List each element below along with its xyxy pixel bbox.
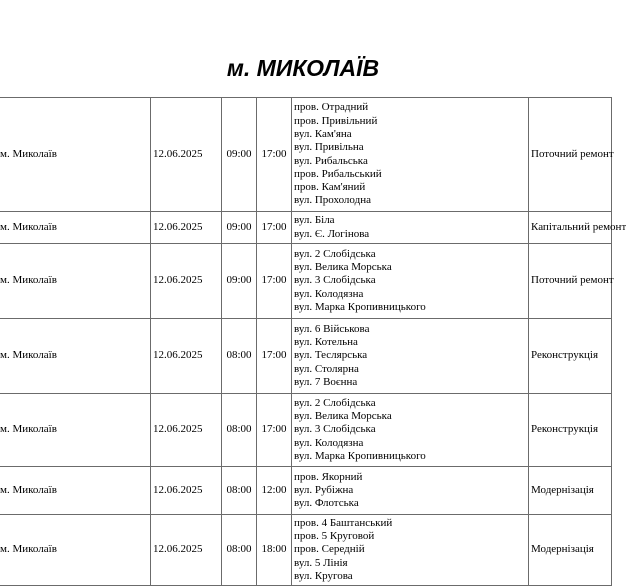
street-name: пров. Середній — [294, 543, 365, 556]
end-time-cell: 17:00 — [257, 212, 292, 244]
street-name: вул. Теслярська — [294, 349, 368, 362]
work-type-cell: Модернізація — [529, 515, 612, 586]
street-name: пров. Якорний — [294, 470, 363, 483]
date-cell: 12.06.2025 — [151, 319, 222, 394]
street-name: вул. 2 Слобідська — [294, 396, 376, 409]
table-row — [0, 98, 612, 212]
street-name: вул. 3 Слобідська — [294, 423, 376, 436]
date-cell: 12.06.2025 — [151, 98, 222, 212]
streets-cell — [292, 467, 529, 515]
start-time-cell: 08:00 — [222, 394, 257, 467]
street-name: вул. Біла — [294, 214, 335, 227]
street-name: вул. 5 Лінія — [294, 556, 348, 569]
street-name: вул. Прохолодна — [294, 194, 371, 207]
street-name: вул. 7 Воєнна — [294, 375, 358, 388]
schedule-body — [0, 98, 626, 586]
end-time-cell: 12:00 — [257, 467, 292, 515]
street-name: пров. 5 Круговой — [294, 530, 375, 543]
street-name: пров. 4 Баштанський — [294, 516, 393, 529]
work-type-cell: Реконструкція — [529, 319, 612, 394]
table-row — [0, 319, 612, 394]
streets-cell — [292, 515, 529, 586]
street-name: вул. 2 Слобідська — [294, 247, 376, 260]
start-time-cell: 09:00 — [222, 244, 257, 319]
streets-cell — [292, 98, 529, 212]
city-cell: м. Миколаїв — [0, 98, 151, 212]
city-cell: м. Миколаїв — [0, 467, 151, 515]
end-time-cell: 17:00 — [257, 394, 292, 467]
street-name: вул. Кам'яна — [294, 127, 352, 140]
street-name: вул. Котельна — [294, 336, 358, 349]
street-name: вул. Марка Кропивницького — [294, 300, 426, 313]
street-name: вул. Велика Морська — [294, 261, 392, 274]
city-cell: м. Миколаїв — [0, 394, 151, 467]
city-cell: м. Миколаїв — [0, 319, 151, 394]
street-name: вул. Кругова — [294, 569, 353, 582]
end-time-cell: 17:00 — [257, 98, 292, 212]
end-time-cell: 18:00 — [257, 515, 292, 586]
outage-schedule-table — [0, 97, 626, 586]
street-name: вул. Є. Логінова — [294, 227, 370, 240]
table-row — [0, 515, 612, 586]
end-time-cell: 17:00 — [257, 244, 292, 319]
street-name: вул. Колодязна — [294, 436, 364, 449]
city-cell: м. Миколаїв — [0, 244, 151, 319]
street-name: пров. Кам'яний — [294, 181, 366, 194]
start-time-cell: 08:00 — [222, 467, 257, 515]
page-title: м. МИКОЛАЇВ — [226, 55, 380, 81]
table-row — [0, 394, 612, 467]
start-time-cell: 09:00 — [222, 212, 257, 244]
city-cell: м. Миколаїв — [0, 212, 151, 244]
date-cell: 12.06.2025 — [151, 394, 222, 467]
work-type-cell: Модернізація — [529, 467, 612, 515]
work-type-cell: Поточний ремонт — [529, 244, 612, 319]
date-cell: 12.06.2025 — [151, 244, 222, 319]
table-row — [0, 244, 612, 319]
table-row — [0, 212, 612, 244]
street-name: вул. Велика Морська — [294, 410, 392, 423]
street-name: вул. Флотська — [294, 497, 359, 510]
street-name: вул. 6 Військова — [294, 322, 370, 335]
work-type-cell: Капітальний ремонт — [529, 212, 612, 244]
streets-cell — [292, 394, 529, 467]
street-name: пров. Рибальський — [294, 167, 382, 180]
street-name: вул. 3 Слобідська — [294, 274, 376, 287]
work-type-cell: Реконструкція — [529, 394, 612, 467]
start-time-cell: 08:00 — [222, 319, 257, 394]
street-name: вул. Марка Кропивницького — [294, 449, 426, 462]
date-cell: 12.06.2025 — [151, 212, 222, 244]
table-row — [0, 467, 612, 515]
start-time-cell: 09:00 — [222, 98, 257, 212]
street-name: вул. Рубіжна — [294, 483, 354, 496]
date-cell: 12.06.2025 — [151, 467, 222, 515]
city-cell: м. Миколаїв — [0, 515, 151, 586]
streets-cell — [292, 244, 529, 319]
work-type-cell: Поточний ремонт — [529, 98, 612, 212]
street-name: пров. Привільний — [294, 114, 378, 127]
street-name: вул. Столярна — [294, 362, 359, 375]
end-time-cell: 17:00 — [257, 319, 292, 394]
date-cell: 12.06.2025 — [151, 515, 222, 586]
street-name: вул. Колодязна — [294, 287, 364, 300]
streets-cell — [292, 212, 529, 244]
start-time-cell: 08:00 — [222, 515, 257, 586]
street-name: вул. Рибальська — [294, 154, 368, 167]
street-name: вул. Привільна — [294, 141, 364, 154]
street-name: пров. Отрадний — [294, 101, 369, 114]
streets-cell — [292, 319, 529, 394]
